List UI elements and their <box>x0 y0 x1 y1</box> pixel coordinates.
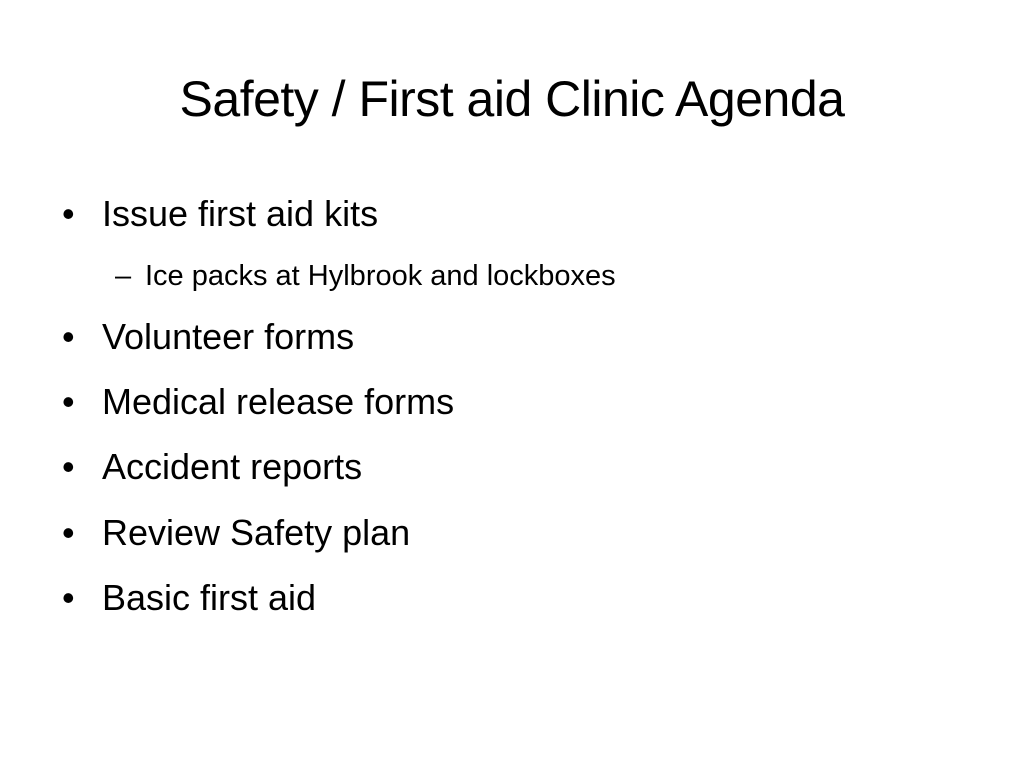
agenda-item <box>62 313 962 361</box>
agenda-item <box>62 378 962 426</box>
agenda-item-label: Issue first aid kits <box>102 193 379 234</box>
slide-title: Safety / First aid Clinic Agenda <box>179 71 845 127</box>
agenda-item <box>62 509 962 557</box>
bullet-icon: • <box>62 381 75 422</box>
bullet-icon: • <box>62 316 75 357</box>
agenda-item-label: Review Safety plan <box>102 512 411 553</box>
dash-icon: – <box>115 260 132 292</box>
agenda-item-label: Accident reports <box>102 446 363 487</box>
agenda-item <box>62 443 962 491</box>
bullet-icon: • <box>62 193 75 234</box>
agenda-item-label: Medical release forms <box>102 381 455 422</box>
agenda-sub-item <box>115 256 975 296</box>
bullet-icon: • <box>62 446 75 487</box>
bullet-icon: • <box>62 577 75 618</box>
agenda-item <box>62 190 962 238</box>
agenda-item-label: Basic first aid <box>102 577 317 618</box>
agenda-item <box>62 574 962 622</box>
agenda-item-label: Volunteer forms <box>102 316 355 357</box>
agenda-sub-item-label: Ice packs at Hylbrook and lockboxes <box>145 260 616 292</box>
bullet-icon: • <box>62 512 75 553</box>
